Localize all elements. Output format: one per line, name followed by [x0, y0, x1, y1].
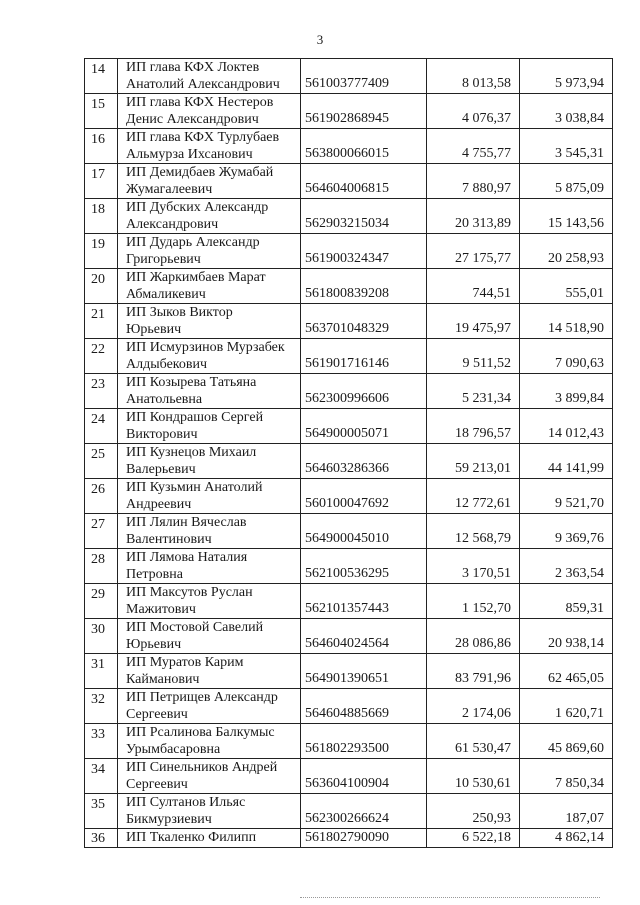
entrepreneur-name-line1: ИП Кузнецов Михаил	[126, 445, 257, 460]
inn-cell: 562903215034	[301, 199, 427, 234]
scan-artifact-line	[300, 897, 600, 900]
entrepreneur-name-line2: Юрьевич	[126, 322, 182, 337]
entrepreneur-name-cell	[118, 654, 301, 689]
entrepreneur-name-cell	[118, 129, 301, 164]
entrepreneur-name-line2: Альмурза Ихсанович	[126, 147, 253, 162]
table-row	[85, 759, 613, 794]
table-row	[85, 374, 613, 409]
inn-cell: 563701048329	[301, 304, 427, 339]
amount-cell-2: 859,31	[520, 584, 613, 619]
entrepreneur-name-cell	[118, 829, 301, 848]
amount-cell-2: 9 369,76	[520, 514, 613, 549]
table-row	[85, 514, 613, 549]
row-number-cell: 28	[85, 549, 118, 584]
table-row	[85, 409, 613, 444]
amount-cell-1: 18 796,57	[427, 409, 520, 444]
entrepreneur-name-line1: ИП Ткаленко Филипп	[126, 830, 257, 845]
table-row	[85, 724, 613, 759]
amount-cell-1: 12 772,61	[427, 479, 520, 514]
amount-cell-1: 9 511,52	[427, 339, 520, 374]
entrepreneur-name-line1: ИП Зыков Виктор	[126, 305, 233, 320]
inn-cell: 564603286366	[301, 444, 427, 479]
table-row	[85, 234, 613, 269]
amount-cell-2: 20 938,14	[520, 619, 613, 654]
entrepreneur-name-cell	[118, 234, 301, 269]
amount-cell-1: 6 522,18	[427, 829, 520, 848]
entrepreneur-name-cell	[118, 444, 301, 479]
entrepreneur-name-line1: ИП Дударь Александр	[126, 235, 260, 250]
entrepreneur-name-cell	[118, 269, 301, 304]
entrepreneur-name-line1: ИП Мостовой Савелий	[126, 620, 264, 635]
row-number-cell: 16	[85, 129, 118, 164]
amount-cell-2: 20 258,93	[520, 234, 613, 269]
amount-cell-1: 20 313,89	[427, 199, 520, 234]
entrepreneur-name-line2: Валерьевич	[126, 462, 196, 477]
row-number-cell: 24	[85, 409, 118, 444]
inn-cell: 561003777409	[301, 59, 427, 94]
entrepreneur-name-line1: ИП Демидбаев Жумабай	[126, 165, 274, 180]
entrepreneur-name-cell	[118, 164, 301, 199]
entrepreneur-name-line2: Анатолий Александрович	[126, 77, 280, 92]
entrepreneur-name-line1: ИП Рсалинова Балкумыс	[126, 725, 275, 740]
entrepreneur-name-line1: ИП Жаркимбаев Марат	[126, 270, 266, 285]
entrepreneur-name-cell	[118, 724, 301, 759]
entrepreneur-name-cell	[118, 304, 301, 339]
row-number-cell: 21	[85, 304, 118, 339]
entrepreneur-name-line2: Петровна	[126, 567, 183, 582]
entrepreneur-name-line2: Кайманович	[126, 672, 200, 687]
entrepreneur-name-cell	[118, 94, 301, 129]
entrepreneur-name-line1: ИП Козырева Татьяна	[126, 375, 257, 390]
entrepreneur-name-cell	[118, 409, 301, 444]
entrepreneur-name-line1: ИП Кузьмин Анатолий	[126, 480, 263, 495]
inn-cell: 563604100904	[301, 759, 427, 794]
entrepreneur-name-cell	[118, 689, 301, 724]
entrepreneur-name-cell	[118, 794, 301, 829]
amount-cell-2: 2 363,54	[520, 549, 613, 584]
table-row	[85, 829, 613, 848]
entrepreneur-name-line2: Григорьевич	[126, 252, 201, 267]
row-number-cell: 31	[85, 654, 118, 689]
amount-cell-2: 3 038,84	[520, 94, 613, 129]
inn-cell: 561802790090	[301, 829, 427, 848]
amount-cell-2: 555,01	[520, 269, 613, 304]
amount-cell-1: 7 880,97	[427, 164, 520, 199]
row-number-cell: 35	[85, 794, 118, 829]
amount-cell-1: 3 170,51	[427, 549, 520, 584]
amount-cell-1: 250,93	[427, 794, 520, 829]
page-number: 3	[316, 32, 324, 47]
inn-cell: 561900324347	[301, 234, 427, 269]
entrepreneur-name-line1: ИП Кондрашов Сергей	[126, 410, 264, 425]
amount-cell-1: 28 086,86	[427, 619, 520, 654]
inn-cell: 564604006815	[301, 164, 427, 199]
amount-cell-1: 4 076,37	[427, 94, 520, 129]
amount-cell-1: 61 530,47	[427, 724, 520, 759]
inn-cell: 564900005071	[301, 409, 427, 444]
entrepreneur-name-line2: Алдыбекович	[126, 357, 208, 372]
entrepreneur-name-cell	[118, 759, 301, 794]
registry-table-body	[85, 59, 613, 848]
entrepreneur-name-line1: ИП Лялин Вячеслав	[126, 515, 247, 530]
amount-cell-2: 9 521,70	[520, 479, 613, 514]
entrepreneur-name-line1: ИП Султанов Ильяс	[126, 795, 246, 810]
row-number-cell: 17	[85, 164, 118, 199]
row-number-cell: 19	[85, 234, 118, 269]
table-row	[85, 689, 613, 724]
entrepreneur-name-cell	[118, 514, 301, 549]
table-row	[85, 164, 613, 199]
amount-cell-2: 7 850,34	[520, 759, 613, 794]
inn-cell: 564604024564	[301, 619, 427, 654]
entrepreneur-name-cell	[118, 584, 301, 619]
inn-cell: 564900045010	[301, 514, 427, 549]
amount-cell-2: 187,07	[520, 794, 613, 829]
entrepreneur-name-cell	[118, 199, 301, 234]
table-row	[85, 619, 613, 654]
inn-cell: 563800066015	[301, 129, 427, 164]
entrepreneur-name-line2: Андреевич	[126, 497, 192, 512]
entrepreneur-name-line2: Урымбасаровна	[126, 742, 221, 757]
row-number-cell: 23	[85, 374, 118, 409]
table-row	[85, 549, 613, 584]
table-row	[85, 304, 613, 339]
entrepreneur-name-line2: Валентинович	[126, 532, 212, 547]
amount-cell-2: 5 973,94	[520, 59, 613, 94]
amount-cell-2: 5 875,09	[520, 164, 613, 199]
entrepreneur-name-line2: Бикмурзиевич	[126, 812, 212, 827]
row-number-cell: 15	[85, 94, 118, 129]
table-row	[85, 269, 613, 304]
entrepreneur-name-line2: Денис Александрович	[126, 112, 259, 127]
inn-cell: 561901716146	[301, 339, 427, 374]
amount-cell-2: 45 869,60	[520, 724, 613, 759]
amount-cell-2: 14 518,90	[520, 304, 613, 339]
entrepreneur-name-line2: Александрович	[126, 217, 219, 232]
amount-cell-1: 12 568,79	[427, 514, 520, 549]
row-number-cell: 14	[85, 59, 118, 94]
row-number-cell: 30	[85, 619, 118, 654]
entrepreneur-name-line1: ИП Максутов Руслан	[126, 585, 253, 600]
table-row	[85, 94, 613, 129]
row-number-cell: 33	[85, 724, 118, 759]
inn-cell: 562300266624	[301, 794, 427, 829]
amount-cell-1: 1 152,70	[427, 584, 520, 619]
entrepreneur-name-cell	[118, 549, 301, 584]
amount-cell-1: 5 231,34	[427, 374, 520, 409]
amount-cell-1: 744,51	[427, 269, 520, 304]
amount-cell-1: 59 213,01	[427, 444, 520, 479]
amount-cell-1: 2 174,06	[427, 689, 520, 724]
entrepreneur-name-line2: Мажитович	[126, 602, 196, 617]
inn-cell: 564604885669	[301, 689, 427, 724]
entrepreneur-name-line1: ИП Дубских Александр	[126, 200, 269, 215]
amount-cell-1: 10 530,61	[427, 759, 520, 794]
registry-table	[84, 58, 613, 848]
amount-cell-1: 83 791,96	[427, 654, 520, 689]
entrepreneur-name-cell	[118, 374, 301, 409]
entrepreneur-name-cell	[118, 619, 301, 654]
row-number-cell: 36	[85, 829, 118, 848]
entrepreneur-name-line1: ИП Лямова Наталия	[126, 550, 248, 565]
row-number-cell: 22	[85, 339, 118, 374]
amount-cell-2: 62 465,05	[520, 654, 613, 689]
table-row	[85, 199, 613, 234]
inn-cell: 564901390651	[301, 654, 427, 689]
table-row	[85, 654, 613, 689]
entrepreneur-name-line2: Юрьевич	[126, 637, 182, 652]
entrepreneur-name-line1: ИП Исмурзинов Мурзабек	[126, 340, 285, 355]
entrepreneur-name-cell	[118, 59, 301, 94]
entrepreneur-name-line1: ИП Петрищев Александр	[126, 690, 278, 705]
amount-cell-1: 4 755,77	[427, 129, 520, 164]
amount-cell-1: 19 475,97	[427, 304, 520, 339]
table-row	[85, 129, 613, 164]
entrepreneur-name-line2: Жумагалеевич	[126, 182, 213, 197]
row-number-cell: 20	[85, 269, 118, 304]
inn-cell: 561902868945	[301, 94, 427, 129]
entrepreneur-name-line2: Анатольевна	[126, 392, 203, 407]
row-number-cell: 29	[85, 584, 118, 619]
inn-cell: 562101357443	[301, 584, 427, 619]
amount-cell-2: 3 899,84	[520, 374, 613, 409]
row-number-cell: 25	[85, 444, 118, 479]
amount-cell-2: 7 090,63	[520, 339, 613, 374]
entrepreneur-name-cell	[118, 339, 301, 374]
table-row	[85, 59, 613, 94]
table-row	[85, 584, 613, 619]
row-number-cell: 27	[85, 514, 118, 549]
row-number-cell: 34	[85, 759, 118, 794]
entrepreneur-name-line2: Абмаликевич	[126, 287, 206, 302]
inn-cell: 562100536295	[301, 549, 427, 584]
entrepreneur-name-line2: Сергеевич	[126, 707, 188, 722]
amount-cell-2: 3 545,31	[520, 129, 613, 164]
table-row	[85, 339, 613, 374]
row-number-cell: 32	[85, 689, 118, 724]
entrepreneur-name-line1: ИП глава КФХ Турлубаев	[126, 130, 280, 145]
entrepreneur-name-line1: ИП глава КФХ Локтев	[126, 60, 260, 75]
row-number-cell: 26	[85, 479, 118, 514]
entrepreneur-name-line1: ИП Синельников Андрей	[126, 760, 278, 775]
amount-cell-2: 14 012,43	[520, 409, 613, 444]
amount-cell-1: 27 175,77	[427, 234, 520, 269]
entrepreneur-name-line1: ИП Муратов Карим	[126, 655, 244, 670]
table-row	[85, 444, 613, 479]
entrepreneur-name-line2: Викторович	[126, 427, 198, 442]
inn-cell: 560100047692	[301, 479, 427, 514]
table-row	[85, 794, 613, 829]
amount-cell-2: 44 141,99	[520, 444, 613, 479]
inn-cell: 562300996606	[301, 374, 427, 409]
amount-cell-1: 8 013,58	[427, 59, 520, 94]
table-row	[85, 479, 613, 514]
amount-cell-2: 1 620,71	[520, 689, 613, 724]
amount-cell-2: 4 862,14	[520, 829, 613, 848]
amount-cell-2: 15 143,56	[520, 199, 613, 234]
entrepreneur-name-line1: ИП глава КФХ Нестеров	[126, 95, 274, 110]
inn-cell: 561802293500	[301, 724, 427, 759]
inn-cell: 561800839208	[301, 269, 427, 304]
entrepreneur-name-cell	[118, 479, 301, 514]
row-number-cell: 18	[85, 199, 118, 234]
entrepreneur-name-line2: Сергеевич	[126, 777, 188, 792]
